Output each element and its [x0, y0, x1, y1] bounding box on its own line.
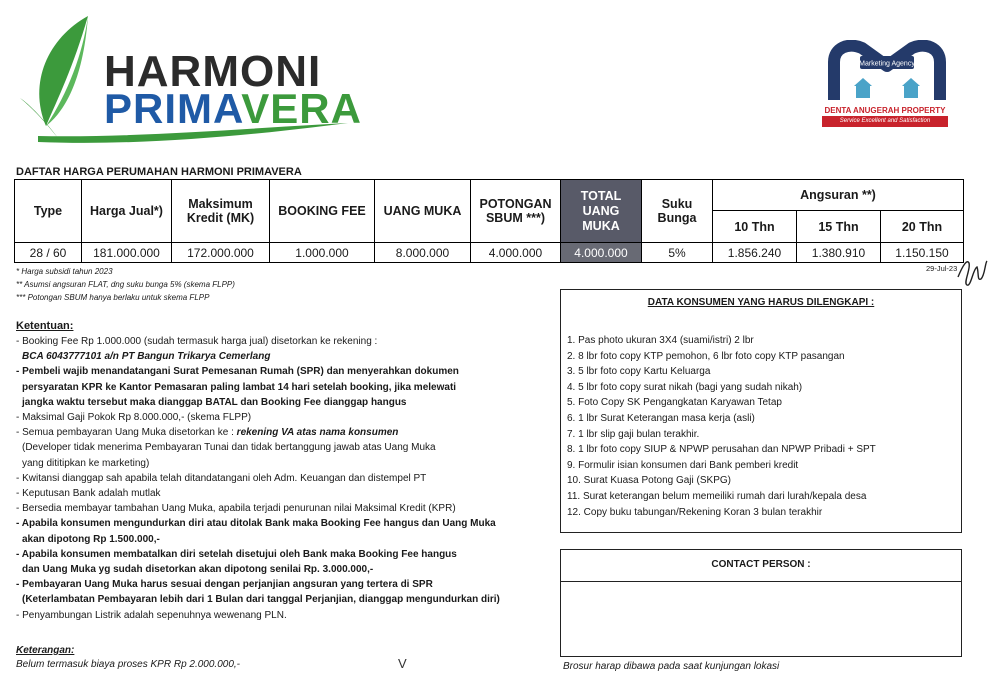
contact-divider: [561, 581, 961, 582]
header-type: Type: [15, 180, 82, 243]
rule-line: yang dititipkan ke marketing): [22, 457, 150, 469]
cell-harga: 181.000.000: [82, 243, 172, 263]
cell-uang-muka: 8.000.000: [375, 243, 471, 263]
rule-line: - Keputusan Bank adalah mutlak: [16, 488, 161, 500]
rule-line: - Booking Fee Rp 1.000.000 (sudah termasuk harga jual) disetorkan ke rekening :: [16, 336, 378, 347]
documents-list: [567, 333, 876, 520]
contact-title: CONTACT PERSON :: [711, 559, 811, 570]
header-harga: Harga Jual*): [82, 180, 172, 243]
rule-line: - Kwitansi dianggap sah apabila telah ditandatangani oleh Adm. Keuangan dan distempel PT: [16, 472, 427, 484]
cell-potongan: 4.000.000: [471, 243, 561, 263]
table-row: [15, 243, 964, 263]
cell-angsuran-10: 1.856.240: [713, 243, 797, 263]
rule-line: (Keterlambatan Pembayaran lebih dari 1 Bulan dari tanggal Perjanjian, dianggap mengundurkan diri): [22, 594, 500, 606]
rule-line: - Apabila konsumen membatalkan diri setelah disetujui oleh Bank maka Booking Fee hangus: [16, 548, 457, 560]
list-item: 12. Copy buku tabungan/Rekening Koran 3 bulan terakhir: [567, 506, 823, 518]
header-20-thn: 20 Thn: [881, 211, 964, 243]
list-item: 7. 1 lbr slip gaji bulan terakhir.: [567, 428, 700, 440]
rule-line: - Maksimal Gaji Pokok Rp 8.000.000,- (skema FLPP): [16, 412, 252, 424]
agency-name: DENTA ANUGERAH PROPERTY: [824, 106, 946, 115]
list-item: 2. 8 lbr foto copy KTP pemohon, 6 lbr foto copy KTP pasangan: [567, 350, 845, 362]
rule-line: (Developer tidak menerima Pembayaran Tunai dan tidak bertanggung jawab atas Uang Muka: [22, 442, 436, 454]
rule-line: BCA 6043777101 a/n PT Bangun Trikarya Cemerlang: [22, 351, 271, 363]
rule-line: - Semua pembayaran Uang Muka disetorkan ke : rekening VA atas nama konsumen: [16, 427, 399, 439]
cell-angsuran-20: 1.150.150: [881, 243, 964, 263]
table-notes: [16, 265, 235, 304]
rules-title: Ketentuan:: [16, 320, 74, 332]
rule-line: - Pembayaran Uang Muka harus sesuai dengan perjanjian angsuran yang tertera di SPR: [16, 579, 433, 591]
rule-line: dan Uang Muka yg sudah disetorkan akan dipotong senilai Rp. 3.000.000,-: [22, 564, 374, 576]
keterangan-title: Keterangan:: [16, 645, 75, 656]
rule-line: - Bersedia membayar tambahan Uang Muka, apabila terjadi penurunan nilai Maksimal Kredit (KPR): [16, 503, 456, 515]
list-item: 9. Formulir isian konsumen dari Bank pemberi kredit: [567, 459, 799, 471]
signature: [955, 255, 991, 289]
header-suku-bunga: Suku Bunga: [642, 180, 713, 243]
page-title: DAFTAR HARGA PERUMAHAN HARMONI PRIMAVERA: [16, 166, 302, 178]
header-angsuran: Angsuran **): [713, 180, 964, 211]
header-potongan: POTONGAN SBUM ***): [471, 180, 561, 243]
list-item: 4. 5 lbr foto copy surat nikah (bagi yang sudah nikah): [567, 381, 803, 393]
agency-slogan: Service Excellent and Satisfaction: [822, 116, 948, 127]
cell-mk: 172.000.000: [172, 243, 270, 263]
cell-type: 28 / 60: [15, 243, 82, 263]
list-item: 6. 1 lbr Surat Keterangan masa kerja (asli): [567, 412, 755, 424]
note-item: *** Potongan SBUM hanya berlaku untuk skema FLPP: [16, 293, 210, 302]
list-item: 10. Surat Kuasa Potong Gaji (SKPG): [567, 475, 731, 487]
keterangan-text: Belum termasuk biaya proses KPR Rp 2.000.000,-: [16, 659, 240, 670]
header-total-uang-muka: TOTAL UANG MUKA: [561, 180, 642, 243]
list-item: 5. Foto Copy SK Pengangkatan Karyawan Tetap: [567, 397, 782, 409]
header-15-thn: 15 Thn: [797, 211, 881, 243]
list-item: 3. 5 lbr foto copy Kartu Keluarga: [567, 366, 711, 378]
note-item: * Harga subsidi tahun 2023: [16, 267, 113, 276]
header-10-thn: 10 Thn: [713, 211, 797, 243]
rule-line: - Apabila konsumen mengundurkan diri atau ditolak Bank maka Booking Fee hangus dan Uang Muka: [16, 518, 496, 530]
rule-line: - Pembeli wajib menandatangani Surat Pemesanan Rumah (SPR) dan menyerahkan dokumen: [16, 366, 459, 378]
rule-line: persyaratan KPR ke Kantor Pemasaran paling lambat 14 hari setelah booking, jika melewati: [22, 381, 457, 393]
check-mark: V: [398, 656, 407, 671]
cell-booking: 1.000.000: [270, 243, 375, 263]
price-table: [14, 179, 964, 263]
note-item: ** Asumsi angsuran FLAT, dng suku bunga 5% (skema FLPP): [16, 280, 235, 289]
cell-total: 4.000.000: [561, 243, 642, 263]
header-booking: BOOKING FEE: [270, 180, 375, 243]
header-uang-muka: UANG MUKA: [375, 180, 471, 243]
cell-suku: 5%: [642, 243, 713, 263]
rule-line: akan dipotong Rp 1.500.000,-: [22, 533, 160, 545]
list-item: 1. Pas photo ukuran 3X4 (suami/istri) 2 lbr: [567, 335, 754, 346]
brand-line-2: PRIMAVERA: [104, 85, 362, 132]
agency-badge: Marketing Agency: [859, 60, 915, 68]
brosur-note: Brosur harap dibawa pada saat kunjungan lokasi: [563, 661, 780, 672]
list-item: 11. Surat keterangan belum memeiliki rumah dari lurah/kepala desa: [567, 490, 867, 502]
header-mk: Maksimum Kredit (MK): [172, 180, 270, 243]
documents-title: DATA KONSUMEN YANG HARUS DILENGKAPI :: [647, 297, 875, 308]
rule-line: - Penyambungan Listrik adalah sepenuhnya wewenang PLN.: [16, 609, 287, 621]
cell-angsuran-15: 1.380.910: [797, 243, 881, 263]
signature-date: 29-Jul-23: [926, 264, 958, 273]
rules-list: [16, 334, 546, 623]
brand-line-1: HARMONI: [104, 47, 322, 96]
list-item: 8. 1 lbr foto copy SIUP & NPWP perusahan dan NPWP Pribadi + SPT: [567, 444, 876, 456]
rule-line: jangka waktu tersebut maka dianggap BATAL dan Booking Fee dianggap hangus: [22, 396, 407, 408]
